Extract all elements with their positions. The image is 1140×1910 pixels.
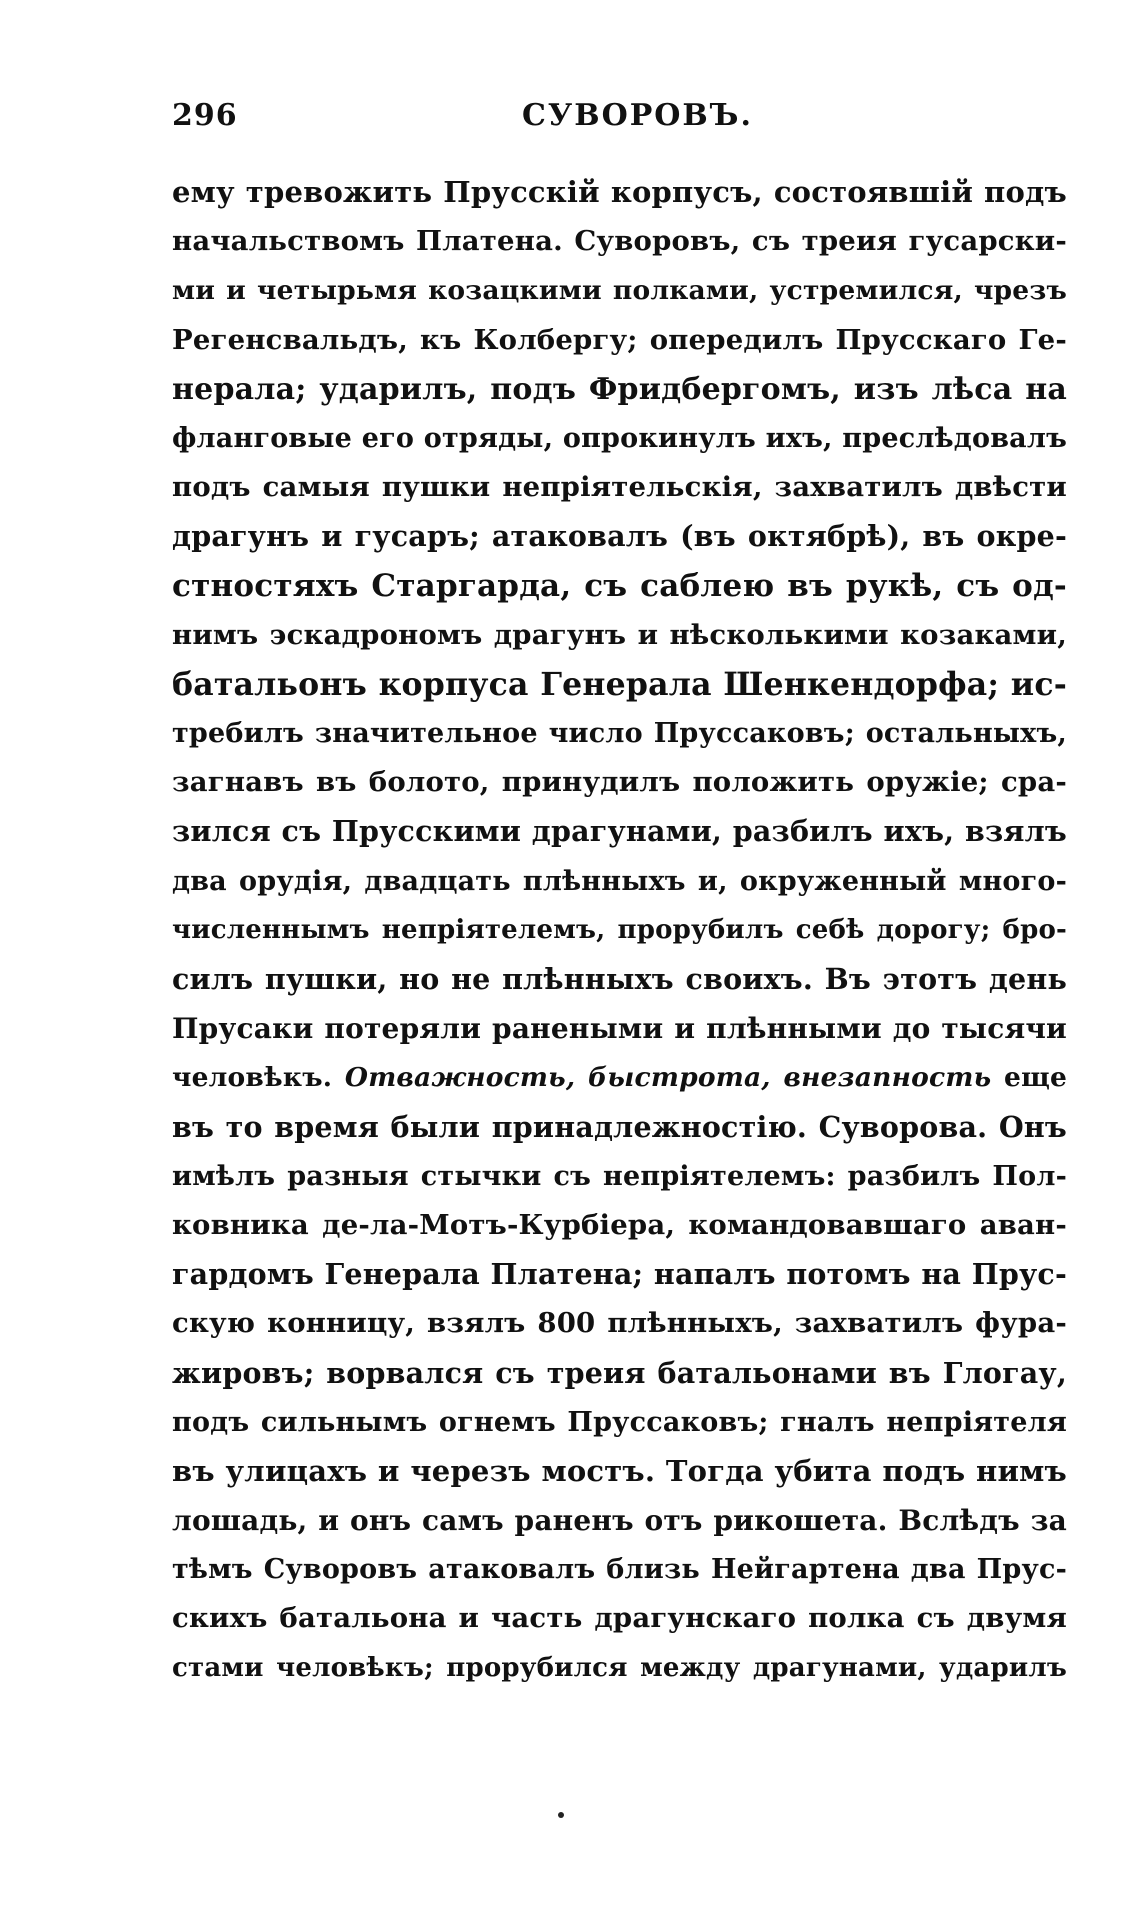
text-line-9: стностяхъ Старгарда, съ саблею въ рукѣ, съ од- <box>172 567 1067 604</box>
text-line-14: зился съ Прусскими драгунами, разбилъ ихъ, взялъ <box>172 814 1067 849</box>
text-line-19 <box>172 1053 1067 1102</box>
page-header <box>172 98 1072 148</box>
text-line-26: подъ сильнымъ огнемъ Пруссаковъ; гналъ непріятеля <box>172 1406 1067 1438</box>
emphasis-italic: Отважность, быстрота, внезапность <box>344 1062 992 1094</box>
text-line-10: нимъ эскадрономъ драгунъ и нѣсколькими козаками, <box>172 618 1067 651</box>
text-line-12: требилъ значительное число Пруссаковъ; остальныхъ, <box>172 718 1067 750</box>
text-line-31: стами человѣкъ; прорубился между драгунами, ударилъ <box>172 1652 1067 1683</box>
text-line-29: тѣмъ Суворовъ атаковалъ близь Нейгартена два Прус- <box>172 1554 1067 1586</box>
text-line-6: фланговые его отряды, опрокинулъ ихъ, преслѣдовалъ <box>172 422 1067 454</box>
text-line-4: Регенсвальдъ, къ Колбергу; опередилъ Прусскаго Ге- <box>172 323 1067 356</box>
text-line-22: ковника де-ла-Мотъ-Курбіера, командовавшаго аван- <box>172 1208 1067 1241</box>
text-line-16: численнымъ непріятелемъ, прорубилъ себѣ дорогу; бро- <box>172 914 1067 945</box>
text-line-25: жировъ; ворвался съ треия батальонами въ Глогау, <box>172 1355 1067 1390</box>
text-line-3: ми и четырьмя козацкими полками, устремился, чрезъ <box>172 275 1067 307</box>
running-title: СУВОРОВЪ. <box>522 98 753 133</box>
body-text <box>172 168 1067 1693</box>
text-line-20: въ то время были принадлежностію. Суворова. Онъ <box>172 1109 1067 1144</box>
text-line-13: загнавъ въ болото, принудилъ положить оружіе; сра- <box>172 766 1067 799</box>
text-line-17: силъ пушки, но не плѣнныхъ своихъ. Въ этотъ день <box>172 962 1067 996</box>
text-line-8: драгунъ и гусаръ; атаковалъ (въ октябрѣ), въ окре- <box>172 519 1067 554</box>
text-line-23: гардомъ Генерала Платена; напалъ потомъ на Прус- <box>172 1257 1067 1292</box>
text-line-30: скихъ батальона и часть драгунскаго полка съ двумя <box>172 1602 1067 1635</box>
text-line-5: нерала; ударилъ, подъ Фридбергомъ, изъ лѣса на <box>172 371 1067 407</box>
text-line-15: два орудія, двадцать плѣнныхъ и, окруженный много- <box>172 865 1067 897</box>
text-line-19-start: человѣкъ. <box>172 1062 345 1094</box>
text-line-11: батальонъ корпуса Генерала Шенкендорфа; ис- <box>172 665 1067 703</box>
print-speck <box>558 1812 564 1818</box>
text-line-28: лошадь, и онъ самъ раненъ отъ рикошета. Вслѣдъ за <box>172 1504 1067 1538</box>
text-line-24: скую конницу, взялъ 800 плѣнныхъ, захватилъ фура- <box>172 1307 1067 1340</box>
text-line-2: начальствомъ Платена. Суворовъ, съ треия гусарски- <box>172 225 1067 258</box>
page-number: 296 <box>172 98 238 133</box>
text-line-18: Прусаки потеряли ранеными и плѣнными до тысячи <box>172 1012 1067 1046</box>
text-line-19-end: еще <box>991 1062 1067 1094</box>
text-line-7: подъ самыя пушки непріятельскія, захватилъ двѣсти <box>172 471 1067 504</box>
text-line-27: въ улицахъ и черезъ мостъ. Тогда убита подъ нимъ <box>172 1453 1067 1488</box>
text-line-1: ему тревожить Прусскій корпусъ, состоявшій подъ <box>172 175 1067 209</box>
text-line-21: имѣлъ разныя стычки съ непріятелемъ: разбилъ Пол- <box>172 1160 1067 1192</box>
